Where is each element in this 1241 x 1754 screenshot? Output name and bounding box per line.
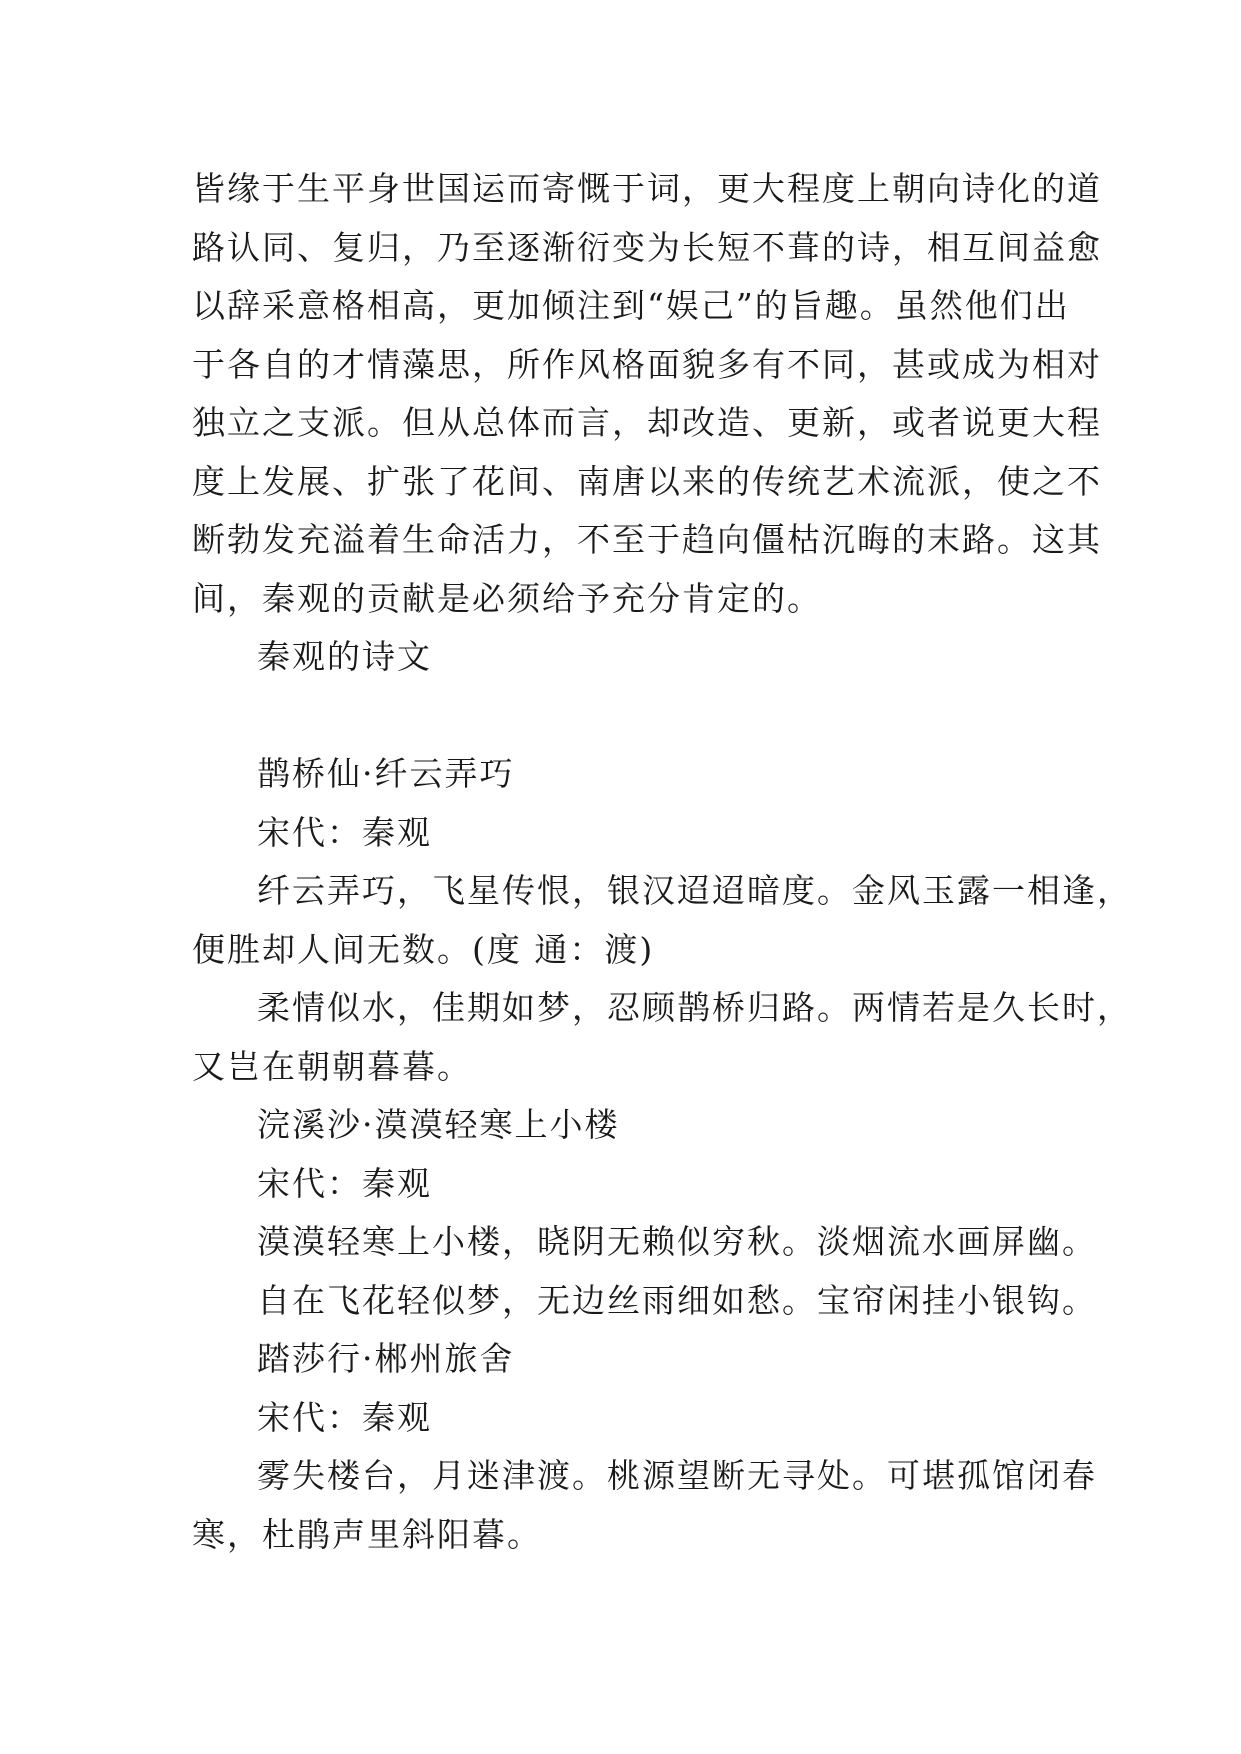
- poem-line: 寒，杜鹃声里斜阳暮。: [192, 1514, 542, 1554]
- paragraph-line: 皆缘于生平身世国运而寄慨于词，更大程度上朝向诗化的道: [192, 169, 1102, 208]
- section-heading: 秦观的诗文: [257, 637, 432, 676]
- poem-line: 雾失楼台，月迷津渡。桃源望断无寻处。可堪孤馆闭春: [257, 1456, 1097, 1495]
- poem-line: 又岂在朝朝暮暮。: [192, 1046, 472, 1086]
- poem-title: 踏莎行·郴州旅舍: [257, 1339, 515, 1378]
- poem-line: 纤云弄巧，飞星传恨，银汉迢迢暗度。金风玉露一相逢，: [257, 871, 1132, 910]
- poem-line: 柔情似水，佳期如梦，忍顾鹊桥归路。两情若是久长时，: [257, 988, 1132, 1027]
- paragraph-line: 度上发展、扩张了花间、南唐以来的传统艺术流派，使之不: [192, 461, 1102, 501]
- paragraph-line: 路认同、复归，乃至逐渐衍变为长短不葺的诗，相互间益愈: [192, 227, 1102, 267]
- poem-line: 自在飞花轻似梦，无边丝雨细如愁。宝帘闲挂小银钩。: [257, 1280, 1097, 1320]
- poem-author: 宋代：秦观: [257, 1397, 432, 1437]
- poem-title: 鹊桥仙·纤云弄巧: [257, 754, 515, 793]
- paragraph-line: 断勃发充溢着生命活力，不至于趋向僵枯沉晦的末路。这其: [192, 520, 1102, 559]
- paragraph-line: 间，秦观的贡献是必须给予充分肯定的。: [192, 578, 822, 618]
- paragraph-line: 于各自的才情藻思，所作风格面貌多有不同，甚或成为相对: [192, 344, 1102, 384]
- paragraph-line: 以辞采意格相高，更加倾注到“娱己”的旨趣。虽然他们出: [192, 286, 1070, 325]
- poem-line: 漠漠轻寒上小楼，晓阴无赖似穷秋。淡烟流水画屏幽。: [257, 1222, 1097, 1261]
- paragraph-line: 独立之支派。但从总体而言，却改造、更新，或者说更大程: [192, 403, 1102, 442]
- poem-author: 宋代：秦观: [257, 1163, 432, 1203]
- poem-author: 宋代：秦观: [257, 812, 432, 852]
- document-body: [192, 160, 1132, 1564]
- poem-line: 便胜却人间无数。(度 通：渡): [192, 929, 655, 969]
- poem-title: 浣溪沙·漠漠轻寒上小楼: [257, 1105, 620, 1144]
- blank-line: [192, 687, 1052, 746]
